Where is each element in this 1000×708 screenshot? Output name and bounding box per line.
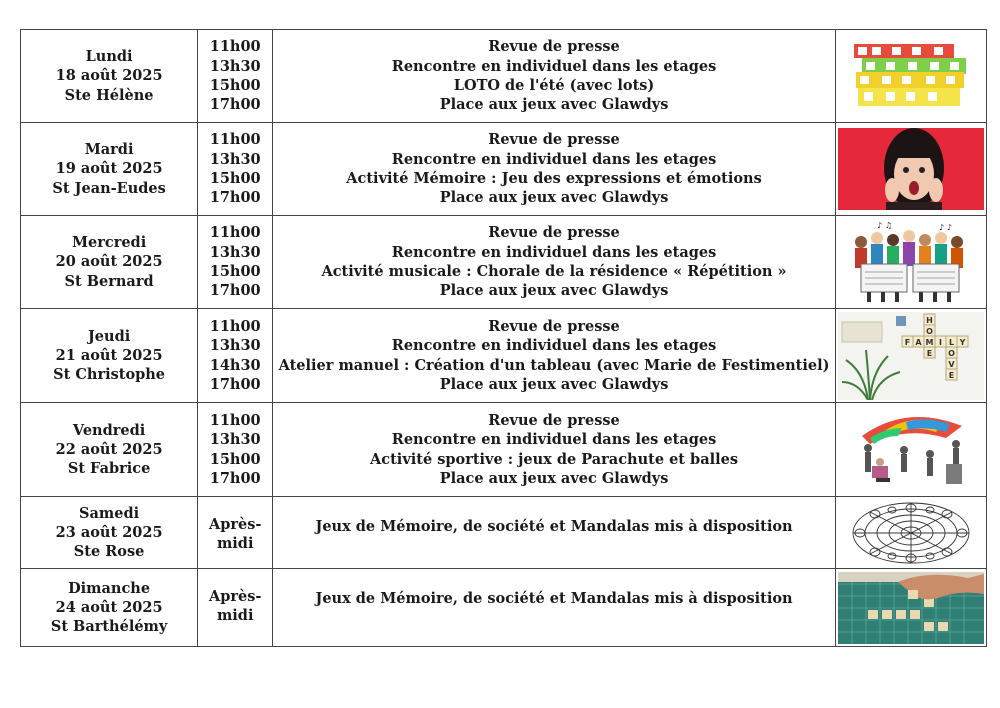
time-slot: 13h30 [209,431,261,449]
activity: Revue de presse [488,131,620,149]
times-cell [198,309,273,403]
svg-text:I: I [938,337,942,347]
time-slot: 17h00 [209,469,261,487]
day-date: 24 août 2025 [55,598,163,616]
activity: Rencontre en individuel dans les etages [391,337,717,355]
day-name: Lundi [85,48,133,66]
activity: Revue de presse [488,224,620,242]
activity: Rencontre en individuel dans les etages [391,243,717,261]
activity: Activité musicale : Chorale de la résidence « Répétition » [321,263,787,280]
activities-cell [273,497,836,569]
time-slot: 17h00 [209,189,261,207]
image-cell [835,216,986,309]
activity: Rencontre en individuel dans les etages [391,431,717,449]
schedule-row-samedi [21,497,987,569]
activity: Place aux jeux avec Glawdys [439,375,669,393]
time-slot: 13h30 [209,243,261,261]
svg-text:L: L [948,337,954,347]
activity: Revue de presse [488,411,620,429]
day-cell [21,309,198,403]
time-slot: 11h00 [209,317,261,335]
mandala-image [846,500,976,566]
time-slot: 15h00 [209,263,261,280]
day-date: 18 août 2025 [55,67,163,85]
svg-text:H: H [926,315,933,325]
activity: Place aux jeux avec Glawdys [439,469,669,487]
weekly-schedule-table [20,29,987,647]
day-date: 21 août 2025 [55,346,163,364]
times-cell [198,123,273,216]
day-name: Mercredi [71,234,147,252]
activity: Atelier manuel : Création d'un tableau (avec Marie de Festimentiel) [278,356,830,374]
scrabble-board-image [838,572,984,644]
image-cell [835,497,986,569]
day-date: 22 août 2025 [55,440,163,458]
svg-text:E: E [926,348,933,358]
svg-text:♪ ♫: ♪ ♫ [876,221,892,230]
day-date: 20 août 2025 [55,253,163,271]
activity: Place aux jeux avec Glawdys [439,189,669,207]
activities-cell [273,216,836,309]
image-cell [835,403,986,497]
times-cell [198,569,273,647]
day-saint: St Bernard [64,272,154,290]
day-cell [21,216,198,309]
image-cell [835,309,986,403]
day-cell [21,403,198,497]
day-saint: Ste Rose [73,543,145,561]
svg-text:M: M [925,337,934,347]
activity: Revue de presse [488,38,620,56]
svg-text:O: O [948,348,955,358]
svg-text:O: O [926,326,933,336]
surprised-face-image [838,128,984,210]
time-slot: 11h00 [209,131,261,149]
schedule-row-vendredi [21,403,987,497]
time-slot: 15h00 [209,450,261,468]
time-slot: 15h00 [209,170,261,187]
times-cell [198,216,273,309]
time-slot: 15h00 [209,77,261,94]
activities-cell [273,309,836,403]
parachute-game-image [846,408,976,492]
time-slot: 11h00 [209,411,261,429]
schedule-row-dimanche [21,569,987,647]
day-saint: Ste Hélène [64,86,154,104]
day-saint: St Christophe [53,366,166,384]
activity: Place aux jeux avec Glawdys [439,96,669,114]
day-saint: St Barthélémy [50,618,168,636]
day-name: Samedi [79,504,140,522]
times-cell [198,30,273,123]
svg-text:E: E [948,370,955,380]
day-name: Jeudi [87,327,131,345]
time-slot: 17h00 [209,282,261,300]
time-slot: midi [216,535,254,553]
activity: LOTO de l'été (avec lots) [453,77,655,94]
image-cell [835,30,986,123]
activity: Jeux de Mémoire, de société et Mandalas mis à disposition [315,590,793,607]
time-slot: 17h00 [209,96,261,114]
times-cell [198,497,273,569]
image-cell [835,123,986,216]
schedule-row-mardi [21,123,987,216]
svg-text:♪ ♪: ♪ ♪ [938,223,952,232]
day-name: Mardi [84,141,134,159]
day-name: Dimanche [68,579,151,597]
svg-text:F: F [904,337,911,347]
activity: Activité Mémoire : Jeu des expressions et émotions [346,170,762,187]
svg-text:Y: Y [959,337,966,347]
activity: Rencontre en individuel dans les etages [391,57,717,75]
activities-cell [273,403,836,497]
time-slot: 13h30 [209,57,261,75]
day-date: 19 août 2025 [55,160,163,178]
day-date: 23 août 2025 [55,523,163,541]
day-saint: St Fabrice [67,460,151,478]
svg-text:V: V [948,359,955,369]
time-slot: 14h30 [209,356,261,374]
activities-cell [273,123,836,216]
home-family-love-image [838,312,984,400]
activity: Rencontre en individuel dans les etages [391,150,717,168]
time-slot: 11h00 [209,224,261,242]
schedule-row-jeudi [21,309,987,403]
time-slot: midi [216,607,254,625]
svg-text:A: A [915,337,922,347]
activities-cell [273,30,836,123]
activity: Jeux de Mémoire, de société et Mandalas mis à disposition [315,518,793,535]
schedule-row-lundi [21,30,987,123]
day-name: Vendredi [72,421,146,439]
time-slot: Après- [208,588,262,605]
time-slot: 13h30 [209,150,261,168]
activity: Activité sportive : jeux de Parachute et balles [370,450,738,468]
day-saint: St Jean-Eudes [52,179,166,197]
day-cell [21,30,198,123]
activity: Revue de presse [488,317,620,335]
loto-cards-image [852,42,970,110]
time-slot: Après- [208,516,262,533]
activity: Place aux jeux avec Glawdys [439,282,669,300]
image-cell [835,569,986,647]
activities-cell [273,569,836,647]
times-cell [198,403,273,497]
choir-image [847,220,975,304]
time-slot: 13h30 [209,337,261,355]
day-cell [21,569,198,647]
schedule-row-mercredi [21,216,987,309]
day-cell [21,497,198,569]
time-slot: 11h00 [209,38,261,56]
time-slot: 17h00 [209,375,261,393]
day-cell [21,123,198,216]
